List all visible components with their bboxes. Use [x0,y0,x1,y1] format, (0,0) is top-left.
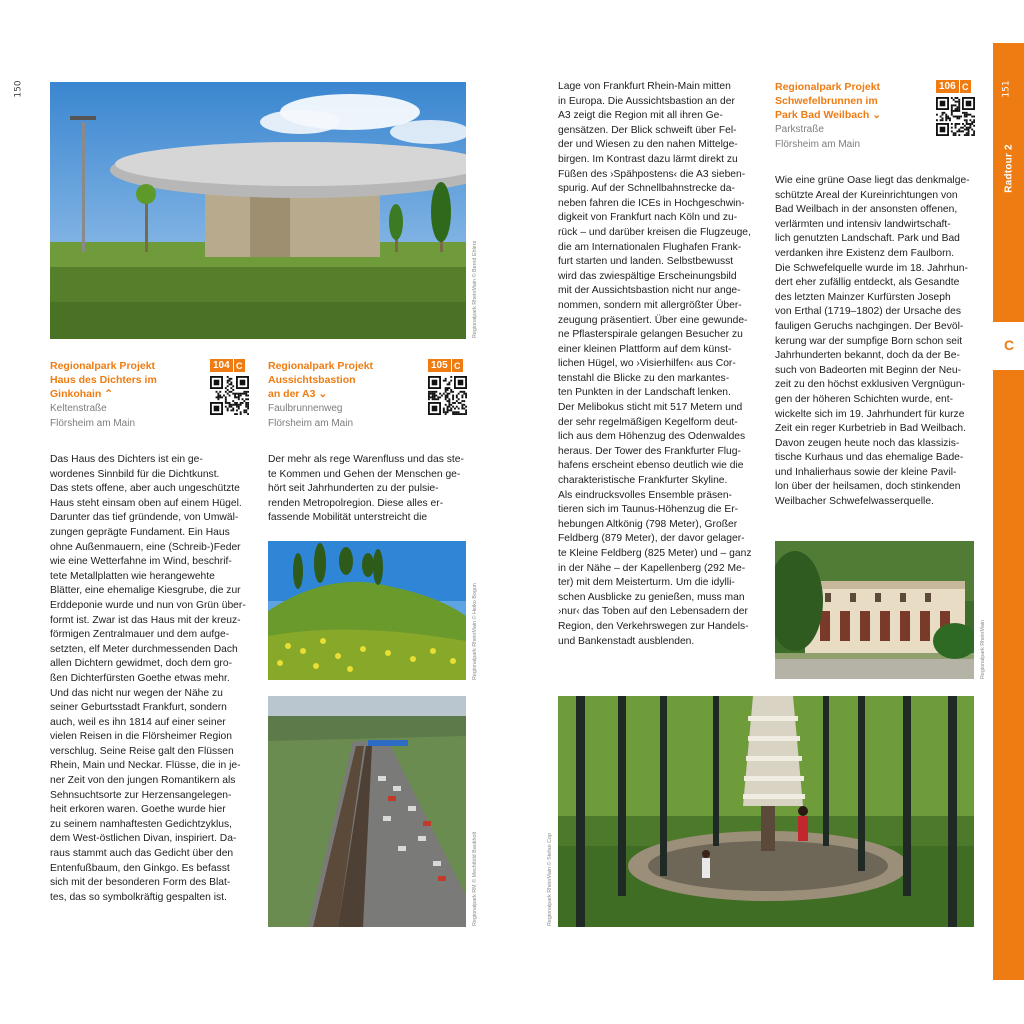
project-street: Keltenstraße [50,403,107,414]
project-106-info [775,80,925,152]
photo-hill-trees [268,541,466,680]
project-badge: 105 C [428,359,463,372]
project-title: Regionalpark Projekt Aussichtsbastion an der A3 ⌄ [268,360,374,400]
project-badge: 106 C [936,80,971,93]
text-column-2: Der mehr als rege Warenfluss und das ste- te Kommen und Gehen der Menschen ge- hört seit Jahrhunderten zu der pulsie- renden Metropolregion. Diese alles er- fassende Mobilität unterstreicht die [268,454,464,524]
photo-schwefelbrunnen [558,696,974,927]
page-number-right: 151 [1001,80,1012,98]
qr-code-icon[interactable] [936,97,975,136]
qr-code-icon[interactable] [428,376,467,415]
project-street: Parkstraße [775,124,824,135]
chapter-tab-title: Radtour 2 [1003,143,1015,193]
project-town: Flörsheim am Main [50,418,136,429]
project-104-info [50,359,200,431]
project-title: Regionalpark Projekt Haus des Dichters im Ginkohain ⌃ [50,360,157,400]
project-town: Flörsheim am Main [775,139,861,150]
text-column-1: Das Haus des Dichters ist ein ge- wordenes Sinnbild für die Dichtkunst. Das stets offene, aber auch ungeschützte Haus steht einsam oben auf einem Hügel. Darunter das tief gründende, von Umwäl- zungen geprägte Fundament. Ein Haus ohne Außenmauern, eine (Schreib-)Feder wie eine Wetterfahne im Wind, beschrif- tete Metallplatten wie herangewehte Blätter, eine ehemalige Kiesgrube, die zur Erddeponie wurde und nun von Grün über- formt ist. Zwar ist das Haus mit der kreuz- förmigen Zentralmauer und dem aufge- setzten, elf Meter durchmessenden Dach allen Dichtern gewidmet, doch dem gro- ßen Dichterfürsten Goethe etwas mehr. Und das nicht nur wegen der Nähe zu seiner Geburtsstadt Frankfurt, sondern auch, weil es ihn 1814 auf einer seiner vielen Reisen in die Flörsheimer Region verschlug. Seine Reise galt den Flüssen Rhein, Main und Neckar. Flüsse, die in je- ner Zeit von den jungen Romantikern als Sehnsuchtsorte zur Herzensangelegen- heit erkoren waren. Goethe wurde hier zu seinem namhaftesten Gedichtzyklus, dem West-östlichen Divan, inspiriert. Da- raus stammt auch das Gedicht über den Entenfußbaum, den Ginkgo. Es befasst sich mit der besonderen Form des Blat- tes, das so symbolkräftig gespalten ist. [50,454,246,903]
photo-kurhaus [775,541,974,679]
project-105-info [268,359,418,431]
qr-code-icon[interactable] [210,376,249,415]
project-badge: 104 C [210,359,245,372]
text-column-3: Lage von Frankfurt Rhein-Main mitten in Europa. Die Aussichtsbastion an der A3 zeigt die Region mit all ihren Ge- gensätzen. Der Blick schweift über Fel- der und Wiesen zu den nahen Mittelge- birgen. Im Kontrast dazu lärmt direkt zu Füßen des ›Spähpostens‹ die A3 sieben- spurig. Auf der Schnellbahnstrecke da- neben fahren die ICEs in Hochgeschwin- digkeit von Frankfurt nach Köln und zu- rück – und darüber kreisen die Flugzeuge, die am Internationalen Flughafen Frank- furt starten und landen. Selbstbewusst wird das zwiespältige Erscheinungsbild mit der Aussichtsbastion nicht nur ange- nommen, sondern mit allergrößter Über- zeugung präsentiert. Über eine gewunde- ne Pflasterspirale gelangen Besucher zu einer kleinen Plattform auf dem künst- lichen Hügel, wo ›Visierhilfen‹ aus Cor- tenstahl die Blicke zu den markantes- ten Punkten in der Landschaft lenken. Der Melibokus sticht mit 517 Metern und der sehr regelmäßigen Kegelform deut- lich aus dem Höhenzug des Odenwaldes heraus. Der Tower des Frankfurter Flug- hafens erscheint ebenso deutlich wie die charakteristische Frankfurter Skyline. Als eindrucksvolles Ensemble präsen- tieren sich im Taunus-Höhenzug die Er- hebungen Altkönig (798 Meter), Großer Feldberg (879 Meter), der davor gelager- te Kleine Feldberg (825 Meter) und – ganz in der Nähe – der Kapellenberg (292 Me- ter) mit dem Meisterturm. Um die idylli- schen Ausblicke zu genießen, muss man ›nur‹ das Toben auf den Lebensadern der Region, den Verkehrswegen zur Handels- und Bankenstadt ausblenden. [558,81,752,647]
text-column-4: Wie eine grüne Oase liegt das denkmalge- schützte Areal der Kureinrichtungen von Bad Weilbach in der ansonsten offenen, verlärmten und intensiv landwirtschaft- lich genutzten Landschaft. Park und Bad verdanken ihre Existenz dem Faulborn. Die Schwefelquelle wurde im 18. Jahrhun- dert eher zufällig entdeckt, als Gesandte des letzten Mainzer Kurfürsten Joseph von Erthal (1719–1802) der Ursache des fauligen Geruchs nachgingen. Der Bevöl- kerung war der sumpfige Born schon seit Jahrhunderten bekannt, doch da der Be- such von Badeorten mit Beginn der Neu- zeit zu den höchst exklusiven Vergnügun- gen der höheren Schichten wurde, ent- wickelte sich im 19. Jahrhundert für kurze Zeit ein reger Kurbetrieb in Bad Weilbach. Davon zeugen heute noch das klassizis- tische Kurhaus und das ehemalige Bade- und Inhalierhaus sowie der kleine Pavil- lon über der heilsamen, doch stinkenden Weilbacher Schwefelwasserquelle. [775,175,970,508]
project-street: Faulbrunnenweg [268,403,343,414]
chapter-tab-letter: C [1003,337,1015,353]
photo-haus-des-dichters [50,82,466,339]
project-title: Regionalpark Projekt Schwefelbrunnen im Park Bad Weilbach ⌄ [775,81,882,121]
project-town: Flörsheim am Main [268,418,354,429]
photo-highway-a3 [268,696,466,927]
page-number-left: 150 [13,80,24,98]
